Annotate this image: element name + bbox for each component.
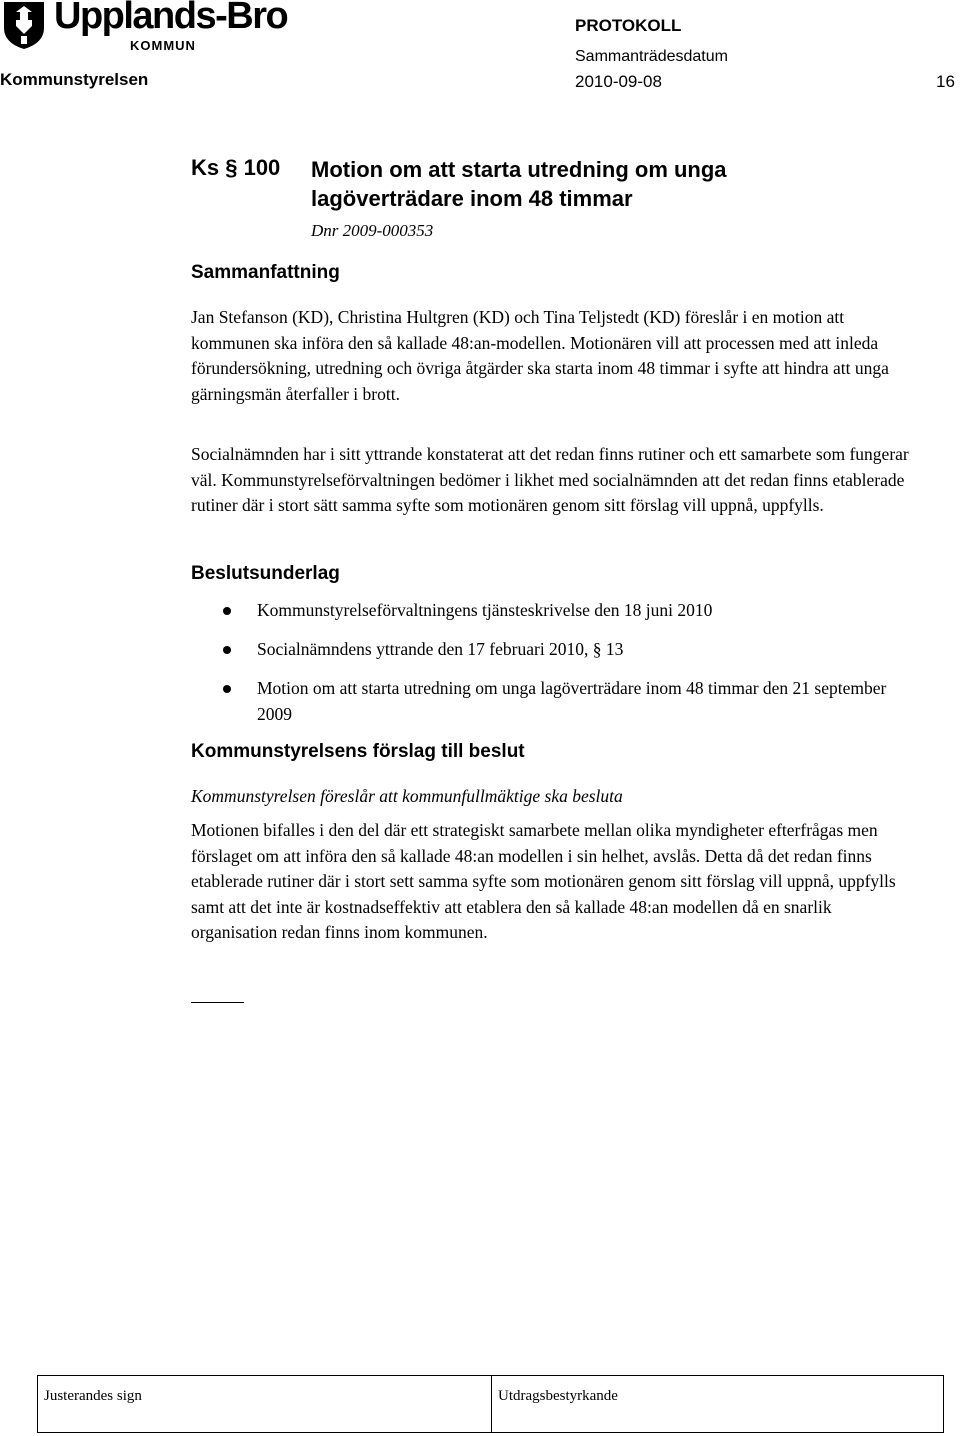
meeting-date-label: Sammanträdesdatum xyxy=(575,48,728,65)
basis-heading: Beslutsunderlag xyxy=(191,563,340,584)
case-title: Motion om att starta utredning om unga lagöverträdare inom 48 timmar xyxy=(311,157,727,211)
signature-table xyxy=(37,1375,944,1433)
organ-name: Kommunstyrelsen xyxy=(0,70,149,89)
proposal-heading: Kommunstyrelsens förslag till beslut xyxy=(191,741,525,762)
summary-text-2: Socialnämnden har i sitt yttrande konstaterat att det redan finns rutiner och ett samarbete som fungerar väl. Kommunstyrelseförvaltningen bedömer i likhet med socialnämnden att det redan finns etablerade rutiner där i stort sätt samma syfte som motionären genom sitt förslag vill uppnå, uppfylls. xyxy=(191,444,909,516)
page-number: 16 xyxy=(936,72,955,91)
extract-cell xyxy=(492,1376,943,1432)
list-item-text: Motion om att starta utredning om unga lagöverträdare inom 48 timmar den 21 september 2009 xyxy=(257,678,887,724)
document-type: PROTOKOLL xyxy=(575,16,682,35)
logo-wordmark: Upplands-Bro xyxy=(54,0,288,37)
sign-label: Justerandes sign xyxy=(44,1388,142,1404)
list-item-text: Socialnämndens yttrande den 17 februari 2010, § 13 xyxy=(257,639,624,659)
proposal-paragraph xyxy=(191,818,911,946)
bullet-icon xyxy=(223,685,231,693)
meeting-date: 2010-09-08 xyxy=(575,72,662,91)
bullet-icon xyxy=(223,646,231,654)
end-rule xyxy=(191,1002,244,1003)
case-reference: Dnr 2009-000353 xyxy=(311,221,434,240)
case-number: Ks § 100 xyxy=(191,155,281,180)
summary-text-1: Jan Stefanson (KD), Christina Hultgren (KD) och Tina Teljstedt (KD) föreslår i en motion att kommunen ska införa den så kallade 48:an-modellen. Motionären vill att processen med att inleda förundersökning, utredning och övriga åtgärder ska starta inom 48 timmar i syfte att hindra att unga gärningsmän återfaller i brott. xyxy=(191,307,889,404)
list-item-text: Kommunstyrelseförvaltningens tjänsteskrivelse den 18 juni 2010 xyxy=(257,600,713,620)
proposal-text: Motionen bifalles i den del där ett strategiskt samarbete mellan olika myndigheter efterfrågas men förslaget om att införa den så kallade 48:an modellen i sin helhet, avslås. Detta då det redan finns etablerade rutiner där i stort sett samma syfte som motionären genom sitt förslag vill uppnå, uppfylls samt att det inte är kostnadseffektiv att etablera den så kallade 48:an modellen då en snarlik organisation redan finns inom kommunen. xyxy=(191,820,896,943)
proposal-intro: Kommunstyrelsen föreslår att kommunfullmäktige ska besluta xyxy=(191,786,623,806)
summary-paragraph-2 xyxy=(191,442,911,519)
summary-paragraph-1 xyxy=(191,305,911,407)
logo-subtitle: KOMMUN xyxy=(130,38,196,53)
extract-label: Utdragsbestyrkande xyxy=(498,1388,618,1404)
sign-cell xyxy=(38,1376,492,1432)
summary-heading: Sammanfattning xyxy=(191,262,340,283)
shield-icon xyxy=(2,0,46,50)
bullet-icon xyxy=(223,607,231,615)
municipality-logo xyxy=(0,0,300,56)
